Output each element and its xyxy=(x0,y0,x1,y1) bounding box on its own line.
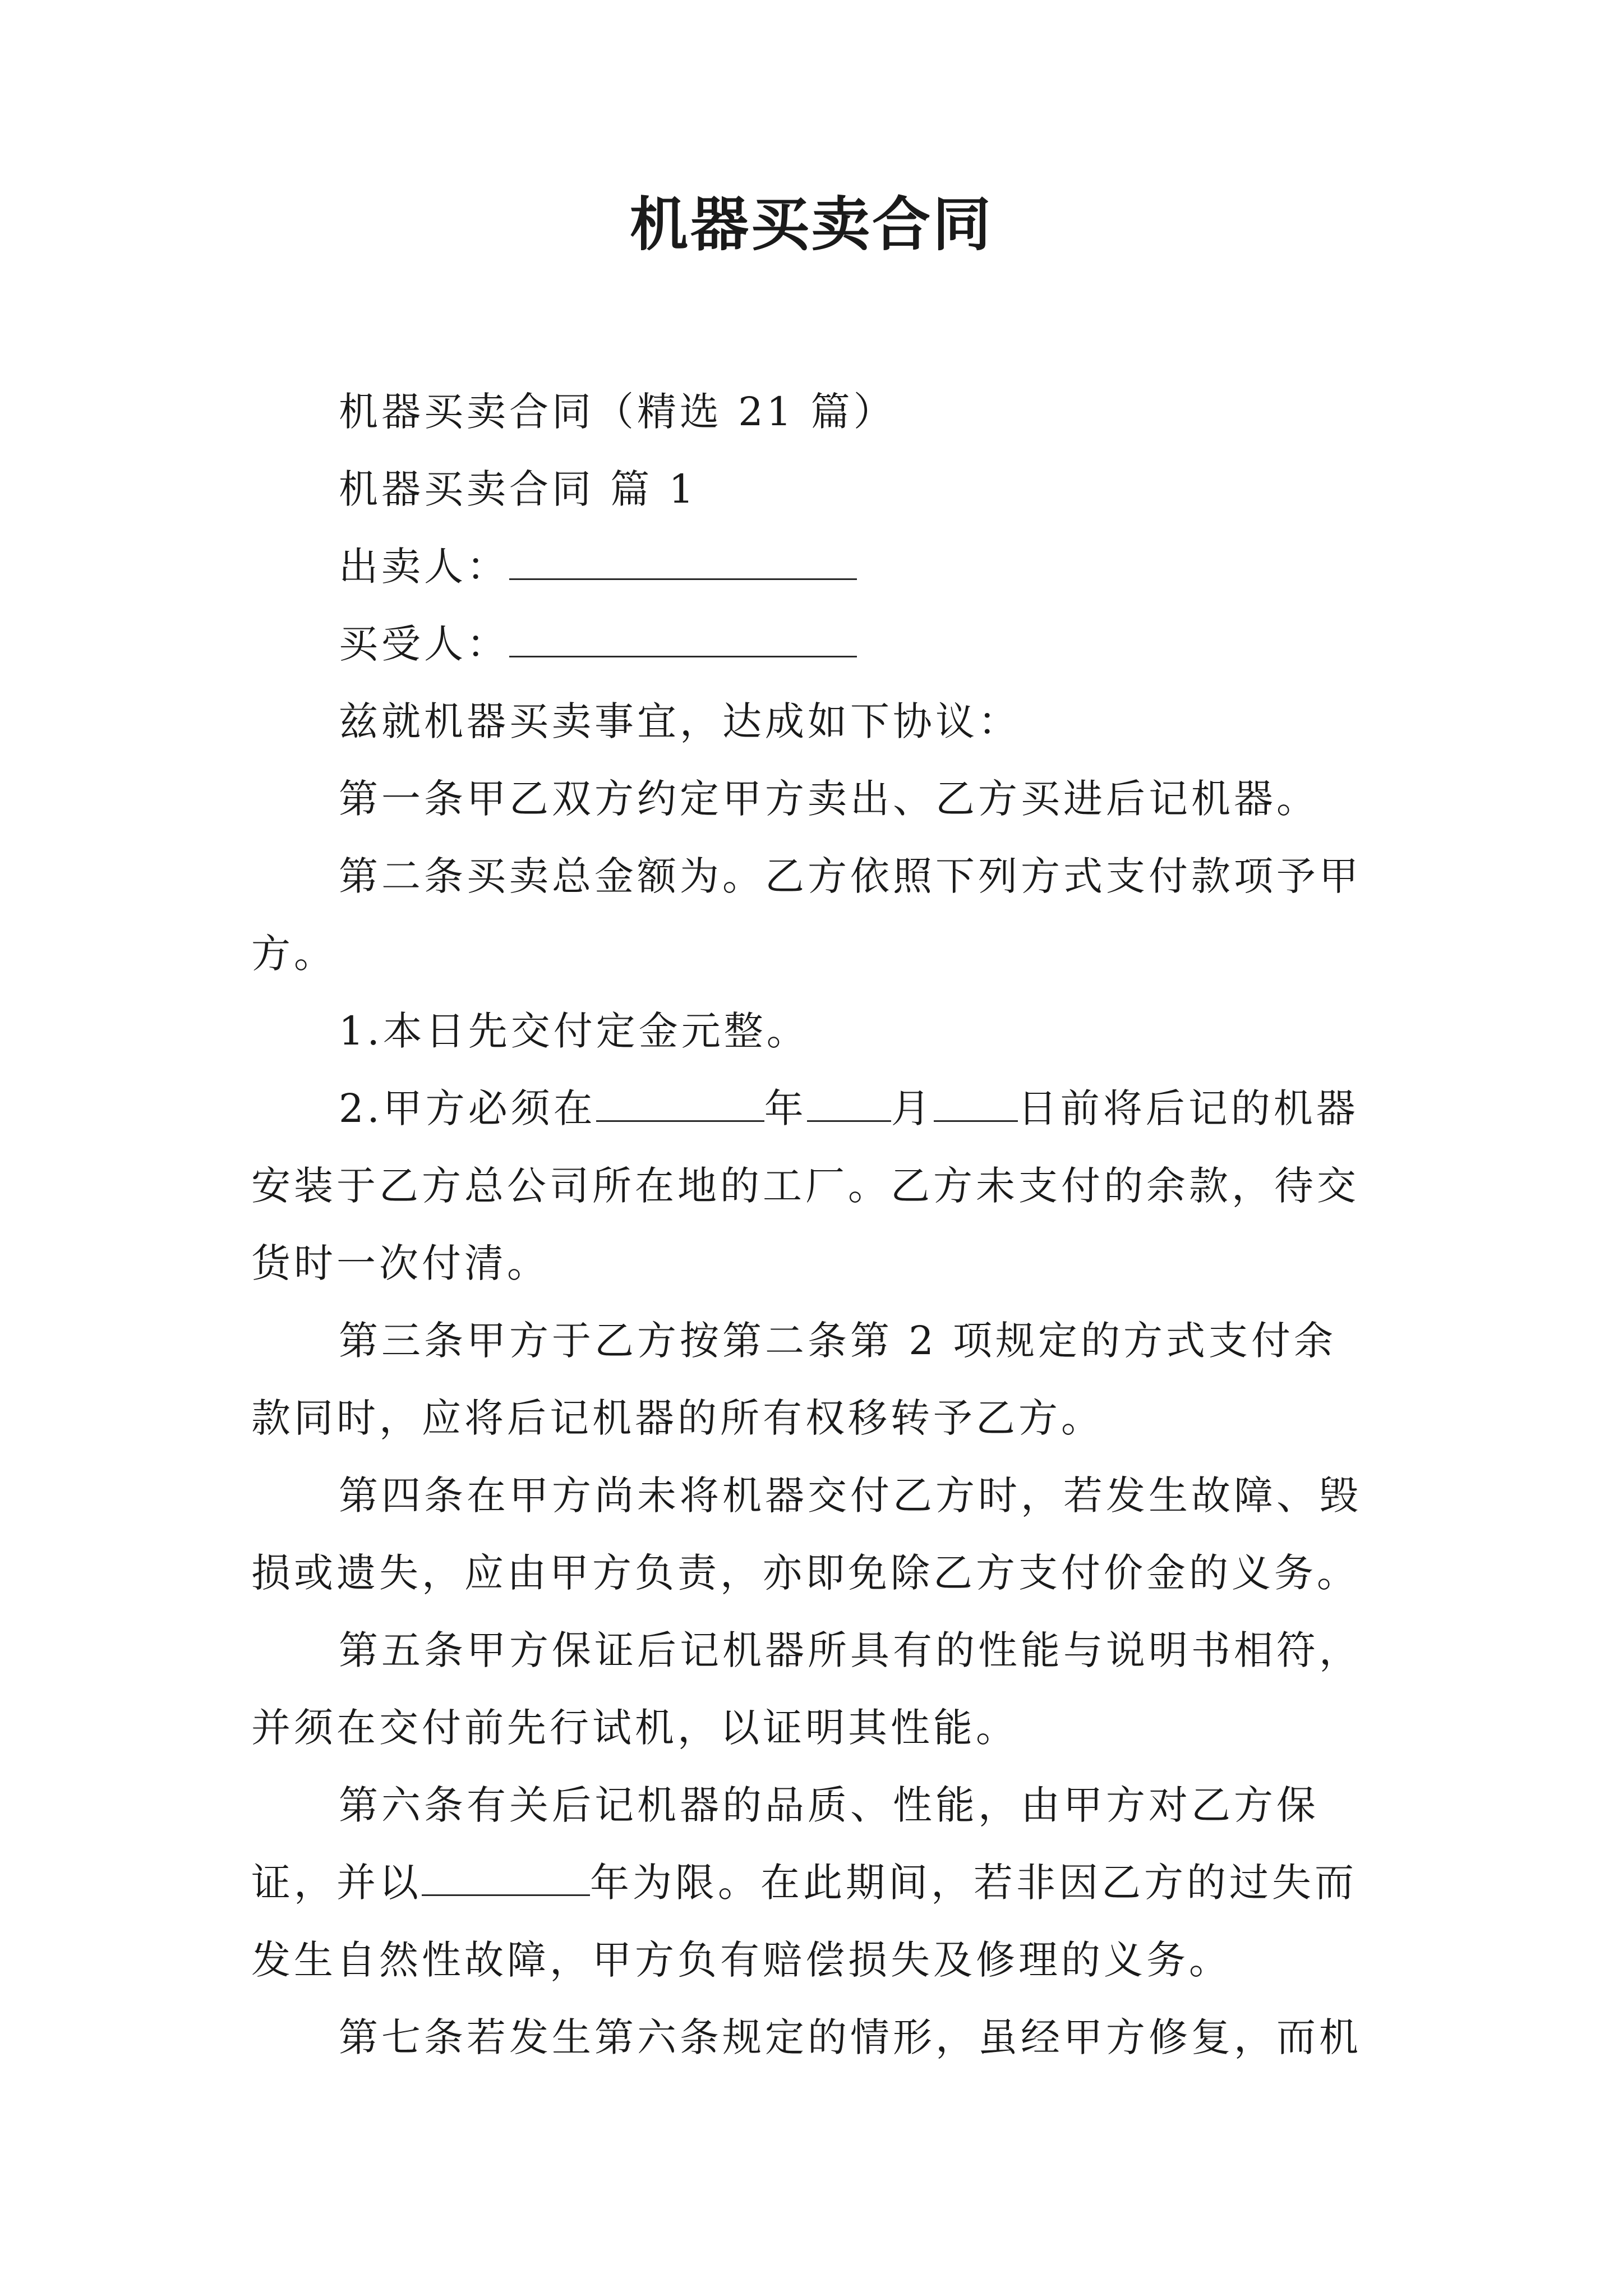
buyer-line xyxy=(251,605,1378,683)
buyer-blank xyxy=(509,624,857,657)
year-label: 年 xyxy=(764,1085,807,1131)
article-6 xyxy=(251,1766,1378,1999)
buyer-label: 买受人： xyxy=(339,621,509,667)
article-1: 第一条甲乙双方约定甲方卖出、乙方买进后记机器。 xyxy=(339,776,1319,822)
item-2 xyxy=(251,1070,1378,1302)
subtitle-line: 机器买卖合同（精选 21 篇） xyxy=(339,389,896,435)
article-6-rest: 年为限。在此期间，若非因乙方的过失而发生自然性故障，甲方负有赔偿损失及修理的义务。 xyxy=(251,1860,1357,1983)
article-7: 第七条若发生第六条规定的情形，虽经甲方修复，而机 xyxy=(339,2014,1362,2060)
intro-paragraph: 兹就机器买卖事宜，达成如下协议： xyxy=(339,698,1021,744)
seller-line xyxy=(251,528,1378,605)
month-label: 月 xyxy=(891,1085,934,1131)
item-2-rest: 日前将后记的机器安装于乙方总公司所在地的工厂。乙方未支付的余款，待交货时一次付清。 xyxy=(251,1085,1359,1286)
article-6-lead: 第六条有关后记机器的品质、性能，由甲方对乙方保证，并以 xyxy=(251,1782,1319,1906)
month-blank xyxy=(807,1089,891,1122)
article-2: 第二条买卖总金额为。乙方依照下列方式支付款项予甲方。 xyxy=(251,853,1362,977)
year-blank xyxy=(596,1089,764,1122)
seller-blank xyxy=(509,547,857,580)
seller-label: 出卖人： xyxy=(339,544,509,590)
day-blank xyxy=(934,1089,1018,1122)
item-2-lead: 2.甲方必须在 xyxy=(339,1085,596,1131)
period-blank xyxy=(422,1863,590,1896)
document-title: 机器买卖合同 xyxy=(629,190,993,259)
article-4: 第四条在甲方尚未将机器交付乙方时，若发生故障、毁损或遗失，应由甲方负责，亦即免除乙方支付价金的义务。 xyxy=(251,1473,1362,1596)
section-heading: 机器买卖合同 篇 1 xyxy=(339,466,698,512)
article-5: 第五条甲方保证后记机器所具有的性能与说明书相符，并须在交付前先行试机，以证明其性能。 xyxy=(251,1627,1362,1751)
document-body xyxy=(251,373,1378,2076)
article-3: 第三条甲方于乙方按第二条第 2 项规定的方式支付余款同时，应将后记机器的所有权移转予乙方。 xyxy=(251,1318,1337,1441)
item-1: 1.本日先交付定金元整。 xyxy=(339,1008,809,1054)
